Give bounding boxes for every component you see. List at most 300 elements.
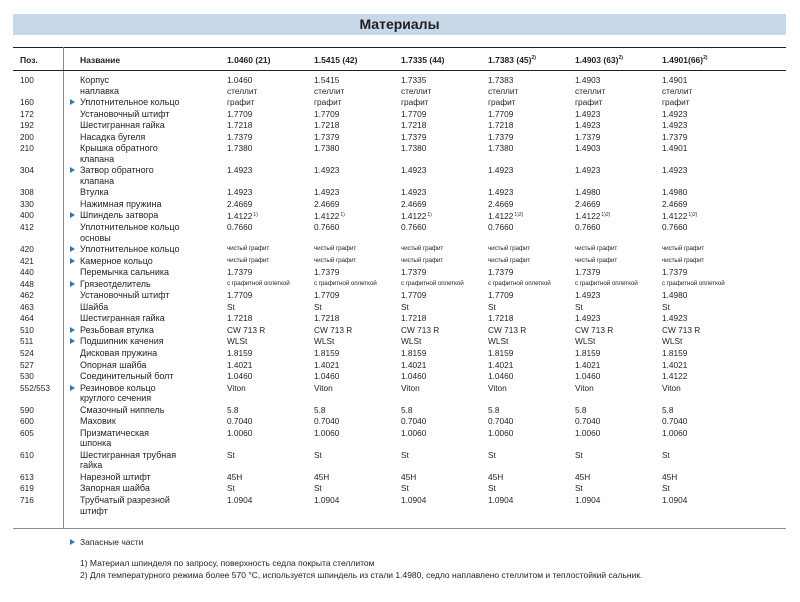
- material-text: 1.7380: [488, 143, 514, 154]
- material-cell: [227, 290, 252, 301]
- material-text: 1.4122: [662, 371, 688, 382]
- material-value: [314, 244, 356, 255]
- material-cell: [662, 450, 670, 461]
- material-cell: [227, 279, 290, 290]
- part-name: [80, 143, 158, 164]
- position-number: 192: [20, 120, 34, 131]
- material-cell: [575, 495, 600, 506]
- material-text: с графитной оплеткой: [227, 279, 290, 287]
- material-cell: [401, 416, 426, 427]
- part-name-line: Насадка бугеля: [80, 131, 146, 142]
- material-text: CW 713 R: [662, 324, 701, 335]
- material-value: [227, 302, 235, 313]
- material-text: чистый графит: [488, 245, 531, 253]
- material-value: [401, 75, 431, 86]
- material-text: 1.7379: [401, 267, 427, 278]
- material-cell: [662, 267, 687, 278]
- material-text: 0.7660: [575, 222, 601, 232]
- material-cell: [314, 472, 329, 483]
- material-cell: [401, 256, 443, 267]
- part-name: [80, 187, 109, 198]
- material-text: 1.7379: [314, 131, 340, 142]
- material-value: [227, 120, 252, 131]
- material-cell: [488, 405, 500, 416]
- position-number: 420: [20, 244, 34, 255]
- material-cell: [488, 450, 496, 461]
- material-cell: [575, 267, 600, 278]
- material-cell: [575, 120, 600, 131]
- footnotes: [80, 558, 642, 581]
- position-number: 600: [20, 416, 34, 427]
- material-cell: [227, 210, 258, 222]
- header-col: $1.4901(66)^{2)}$: [662, 55, 708, 65]
- material-value: [401, 383, 420, 394]
- material-text: 2.4669: [488, 198, 514, 209]
- material-value: [401, 222, 426, 233]
- part-name: [80, 348, 157, 359]
- material-cell: [575, 371, 600, 382]
- position-number: 308: [20, 187, 34, 198]
- part-name: [80, 75, 119, 96]
- table-header: [0, 55, 800, 69]
- material-value: [401, 210, 432, 222]
- material-text: 45H: [575, 471, 591, 482]
- material-cell: [401, 120, 426, 131]
- material-text: 0.7660: [488, 222, 514, 232]
- material-cell: [401, 187, 426, 198]
- material-cell: [488, 472, 503, 483]
- material-cell: [401, 405, 413, 416]
- material-value: [227, 256, 269, 267]
- material-cell: [575, 405, 587, 416]
- material-value: [575, 472, 590, 483]
- material-cell: [227, 187, 252, 198]
- material-cell: [227, 244, 269, 255]
- material-text: 1.0060: [488, 427, 514, 438]
- material-text: 45H: [314, 471, 330, 482]
- material-cell: [227, 75, 257, 96]
- material-text: 1.7218: [401, 313, 427, 324]
- material-value: [227, 97, 255, 108]
- material-text: 1.7379: [488, 131, 514, 142]
- material-text: 45H: [401, 471, 417, 482]
- material-text: 45H: [488, 471, 504, 482]
- material-text: St: [401, 449, 409, 460]
- material-text: CW 713 R: [488, 324, 527, 335]
- spare-part-marker-icon: [70, 246, 75, 252]
- part-name-line: Запорная шайба: [80, 483, 150, 494]
- material-text: 0.7040: [488, 416, 514, 427]
- material-value: [488, 428, 513, 439]
- material-value: [488, 450, 496, 461]
- material-cell: [314, 256, 356, 267]
- part-name-line: Втулка: [80, 187, 109, 198]
- material-value: [227, 290, 252, 301]
- material-value: [488, 336, 508, 347]
- part-name-line: Корпус: [80, 75, 110, 85]
- material-value: [662, 210, 697, 222]
- material-value: [575, 120, 600, 131]
- material-value: [227, 416, 252, 427]
- material-cell: [488, 279, 551, 290]
- material-text: 1.5415: [314, 75, 340, 85]
- legend-label: Запасные части: [80, 537, 144, 547]
- part-name-line: Шестигранная гайка: [80, 120, 165, 131]
- part-name-line: штифт: [80, 505, 108, 516]
- material-text: стеллит: [227, 85, 258, 96]
- material-text: графит: [575, 97, 603, 108]
- position-number: 511: [20, 336, 34, 347]
- part-name-line: основы: [80, 232, 111, 243]
- material-cell: [662, 428, 687, 439]
- material-text: 1.4923: [575, 165, 601, 176]
- material-value: [575, 75, 605, 86]
- footnote-ref: 1)2): [514, 212, 524, 219]
- header-pos: Поз.: [20, 55, 38, 65]
- material-value: [488, 360, 513, 371]
- material-cell: [401, 199, 426, 210]
- material-value: [227, 313, 252, 324]
- material-value: [401, 495, 426, 506]
- material-text: 1.7218: [488, 120, 514, 131]
- material-cell: [314, 75, 344, 96]
- material-value: [314, 165, 339, 176]
- part-name-line: Установочный штифт: [80, 108, 170, 119]
- material-text: с графитной оплеткой: [401, 279, 464, 287]
- material-value: [314, 290, 339, 301]
- material-text: St: [227, 301, 235, 312]
- material-cell: [575, 199, 600, 210]
- material-text: 1.0904: [314, 495, 340, 505]
- material-cell: [227, 416, 252, 427]
- material-cell: [488, 360, 513, 371]
- material-text: 2.4669: [662, 198, 688, 209]
- material-value: [575, 109, 600, 120]
- material-cell: [575, 313, 600, 324]
- material-value: [488, 143, 513, 154]
- position-number: 412: [20, 222, 34, 232]
- material-cell: [401, 483, 409, 494]
- material-cell: [401, 336, 421, 347]
- material-cell: [488, 256, 530, 267]
- material-value: [662, 267, 687, 278]
- material-value: [227, 371, 252, 382]
- material-text: чистый графит: [401, 245, 444, 253]
- material-cell: [575, 256, 617, 267]
- material-text: 1.7218: [401, 120, 427, 131]
- material-cell: [314, 279, 377, 290]
- material-text: St: [227, 483, 235, 494]
- material-value: [662, 165, 687, 176]
- material-value: [401, 371, 426, 382]
- material-cell: [488, 199, 513, 210]
- material-value: [662, 371, 687, 382]
- material-value: [227, 383, 246, 394]
- material-value: [488, 187, 513, 198]
- material-cell: [488, 109, 513, 120]
- material-text: 1.0060: [227, 427, 253, 438]
- material-cell: [227, 267, 252, 278]
- material-cell: [401, 450, 409, 461]
- material-cell: [401, 383, 420, 394]
- material-text: 1.7218: [227, 120, 253, 131]
- material-value: [488, 416, 513, 427]
- material-value: [575, 416, 600, 427]
- material-text: 1.8159: [227, 348, 253, 358]
- material-value: [662, 199, 687, 210]
- position-number: 210: [20, 143, 34, 154]
- material-value: [227, 86, 257, 97]
- material-cell: [488, 143, 513, 154]
- material-value: [314, 222, 339, 233]
- material-value: [314, 383, 333, 394]
- spare-part-marker-icon: [70, 281, 75, 287]
- material-value: [488, 120, 513, 131]
- material-cell: [314, 165, 339, 176]
- material-cell: [575, 302, 583, 313]
- part-name: [80, 120, 165, 131]
- material-text: Viton: [314, 382, 333, 393]
- material-value: [314, 348, 339, 359]
- part-name: [80, 199, 162, 210]
- material-cell: [575, 165, 600, 176]
- material-text: 1.4923: [488, 165, 514, 176]
- material-cell: [662, 279, 725, 290]
- material-value: [488, 75, 518, 86]
- material-value: [488, 483, 496, 494]
- material-cell: [314, 336, 334, 347]
- material-value: [575, 256, 617, 267]
- part-name-line: Соединительный болт: [80, 371, 174, 382]
- material-cell: [227, 348, 252, 359]
- material-value: [314, 279, 377, 290]
- part-name-line: Нарезной штифт: [80, 471, 151, 482]
- material-text: чистый графит: [575, 245, 618, 253]
- material-text: 1.0060: [401, 427, 427, 438]
- material-cell: [314, 313, 339, 324]
- material-text: графит: [227, 97, 255, 108]
- material-cell: [662, 165, 687, 176]
- spare-part-marker-icon: [70, 327, 75, 333]
- material-cell: [314, 132, 339, 143]
- material-text: St: [575, 449, 583, 460]
- material-value: [575, 428, 600, 439]
- material-value: [401, 416, 426, 427]
- material-cell: [227, 371, 252, 382]
- material-cell: [662, 336, 682, 347]
- material-value: [314, 416, 339, 427]
- material-value: [488, 495, 513, 506]
- header-col: 1.5415 (42): [314, 55, 358, 65]
- material-text: St: [575, 301, 583, 312]
- material-cell: [401, 371, 426, 382]
- part-name-line: шпонка: [80, 438, 112, 449]
- part-name-line: Маховик: [80, 416, 116, 427]
- position-number: 463: [20, 301, 34, 312]
- material-cell: [227, 143, 252, 154]
- material-text: St: [227, 449, 235, 460]
- part-name: [80, 336, 164, 347]
- material-cell: [314, 302, 322, 313]
- material-cell: [662, 132, 687, 143]
- material-text: 0.7660: [314, 222, 340, 232]
- material-text: CW 713 R: [575, 324, 614, 335]
- material-cell: [575, 416, 600, 427]
- material-value: [314, 86, 344, 97]
- part-name-line: Резиновое кольцо: [80, 382, 156, 393]
- material-text: 1.4923: [314, 165, 340, 176]
- material-cell: [662, 97, 690, 108]
- material-cell: [314, 495, 339, 506]
- part-name: [80, 472, 151, 483]
- material-cell: [488, 495, 513, 506]
- header-col: 1.7383 $(45)^{2)}$: [488, 55, 536, 65]
- material-text: 1.8159: [575, 348, 601, 358]
- material-cell: [488, 290, 513, 301]
- material-text: WLSt: [401, 336, 422, 347]
- material-value: [314, 360, 339, 371]
- material-value: [575, 450, 583, 461]
- part-name: [80, 495, 170, 516]
- material-value: [314, 143, 339, 154]
- material-cell: [662, 371, 687, 382]
- material-cell: [401, 132, 426, 143]
- material-cell: [575, 97, 603, 108]
- material-value: [488, 313, 513, 324]
- material-value: [227, 325, 265, 336]
- position-number: 590: [20, 404, 34, 415]
- spare-part-marker-icon: [70, 212, 75, 218]
- material-cell: [401, 325, 439, 336]
- part-name: [80, 483, 150, 494]
- material-text: 0.7040: [575, 416, 601, 427]
- material-cell: [662, 405, 674, 416]
- material-cell: [314, 405, 326, 416]
- material-text: 0.7040: [662, 416, 688, 427]
- position-number: 172: [20, 108, 34, 119]
- material-cell: [575, 290, 600, 301]
- material-value: [575, 360, 600, 371]
- material-cell: [314, 483, 322, 494]
- material-cell: [662, 302, 670, 313]
- material-text: 1.8159: [662, 348, 688, 358]
- material-text: 1.0904: [227, 495, 253, 505]
- material-cell: [227, 97, 255, 108]
- material-text: чистый графит: [662, 256, 705, 264]
- material-text: 5.8: [575, 404, 587, 415]
- material-text: 1.4980: [662, 187, 688, 198]
- material-value: [401, 120, 426, 131]
- material-text: чистый графит: [314, 245, 357, 253]
- material-cell: [662, 222, 687, 233]
- part-name-line: Установочный штифт: [80, 290, 170, 301]
- material-value: [575, 210, 610, 222]
- position-number: 200: [20, 131, 34, 142]
- position-number: 464: [20, 313, 34, 324]
- material-text: CW 713 R: [227, 324, 266, 335]
- material-text: 1.7379: [662, 267, 688, 278]
- position-number: 613: [20, 471, 34, 482]
- material-value: [314, 336, 334, 347]
- material-text: 45H: [227, 471, 243, 482]
- material-cell: [488, 222, 513, 233]
- material-text: St: [662, 449, 670, 460]
- part-name-line: Нажимная пружина: [80, 198, 162, 209]
- material-text: графит: [662, 97, 690, 108]
- material-value: [227, 450, 235, 461]
- material-value: [227, 222, 252, 233]
- part-name-line: Шпиндель затвора: [80, 210, 159, 221]
- part-name-line: Трубчатый разрезной: [80, 495, 170, 505]
- material-cell: [227, 132, 252, 143]
- material-cell: [488, 210, 523, 222]
- top-rule: [13, 47, 786, 48]
- material-text: St: [401, 483, 409, 494]
- part-name-line: Затвор обратного: [80, 165, 154, 176]
- material-value: [575, 222, 600, 233]
- material-text: 1.4021: [662, 359, 688, 370]
- material-value: [488, 405, 500, 416]
- material-cell: [662, 313, 687, 324]
- header-rule: [13, 70, 786, 71]
- material-cell: [662, 348, 687, 359]
- material-cell: [401, 165, 426, 176]
- material-value: [575, 483, 583, 494]
- material-text: 1.4021: [314, 359, 340, 370]
- material-text: 1.0904: [401, 495, 427, 505]
- material-cell: [401, 495, 426, 506]
- material-value: [575, 348, 600, 359]
- material-cell: [401, 210, 432, 222]
- material-value: [401, 313, 426, 324]
- material-text: St: [314, 483, 322, 494]
- material-cell: [227, 313, 252, 324]
- material-value: [314, 313, 339, 324]
- material-cell: [227, 450, 235, 461]
- position-number: 448: [20, 278, 34, 289]
- material-value: [488, 325, 526, 336]
- material-cell: [227, 383, 246, 394]
- material-value: [575, 143, 600, 154]
- material-value: [227, 143, 252, 154]
- part-name: [80, 371, 174, 382]
- material-text: 1.7379: [227, 267, 253, 278]
- material-text: 1.0060: [314, 427, 340, 438]
- material-value: [401, 336, 421, 347]
- part-name-line: Перемычка сальника: [80, 267, 170, 278]
- material-cell: [575, 109, 600, 120]
- material-text: 1.0460: [314, 371, 340, 382]
- material-value: [575, 383, 594, 394]
- material-cell: [314, 450, 322, 461]
- material-text: 1.4923: [401, 187, 427, 198]
- position-number: 421: [20, 255, 34, 266]
- material-value: [227, 405, 239, 416]
- material-value: [575, 405, 587, 416]
- bottom-rule: [13, 528, 786, 529]
- material-text: 1.4923: [662, 313, 688, 324]
- material-text: стеллит: [662, 85, 693, 96]
- material-cell: [488, 483, 496, 494]
- material-value: [662, 416, 687, 427]
- material-text: 1.4903: [575, 75, 601, 85]
- material-value: [401, 199, 426, 210]
- material-value: [662, 279, 725, 290]
- material-cell: [314, 325, 352, 336]
- material-text: 45H: [662, 471, 678, 482]
- material-value: [401, 267, 426, 278]
- material-value: [227, 165, 252, 176]
